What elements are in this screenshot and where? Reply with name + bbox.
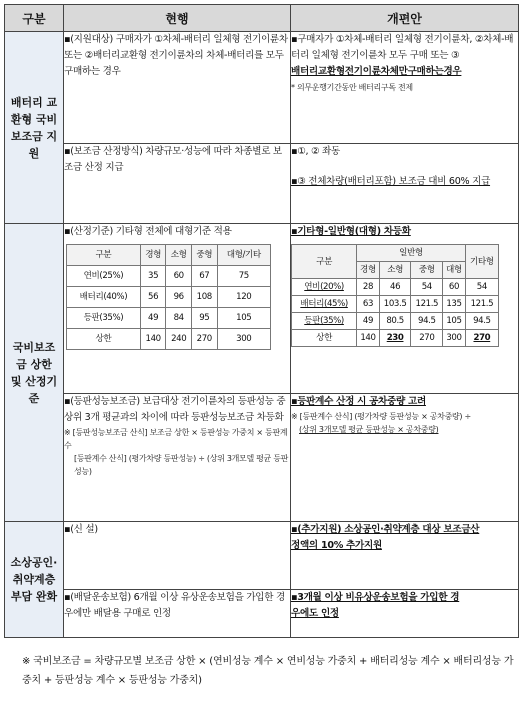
new-cell: 135	[443, 296, 466, 313]
cur-cell: 67	[191, 266, 217, 287]
new-cell: 63	[357, 296, 380, 313]
new-h-label: 구분	[292, 245, 357, 279]
cur-cell: 상한	[67, 329, 141, 350]
new-cell: 60	[443, 279, 466, 296]
new-row	[292, 330, 499, 347]
cur-cell: 120	[217, 287, 270, 308]
s1-new-method-b: ▪③ 전체차량(배터리포함) 보조금 대비 60% 지급	[291, 176, 491, 187]
cur-cell: 연비(25%)	[67, 266, 141, 287]
new-cell: 270	[411, 330, 443, 347]
new-cell: 103.5	[379, 296, 411, 313]
s1-new-target-note: * 의무운행기간동안 배터리구독 전제	[291, 83, 413, 92]
cur-h3: 중형	[191, 245, 217, 266]
new-subsidy-table	[291, 244, 499, 347]
s2-new-hill-note1: ※ [등판계수 산식] (평가차량 등판성능 × 공차중량) ÷	[291, 412, 471, 421]
header-new: 개편안	[291, 5, 519, 32]
s1-new-target-line2: ②차체-배터리 일체형 전기이륜차 모두 구매 또는 ③	[291, 34, 514, 61]
cur-cell: 105	[217, 308, 270, 329]
new-cell: 140	[357, 330, 380, 347]
s2-new-criteria-title: ▪기타형-일반형(대형) 차등화	[291, 226, 411, 237]
new-cell: 49	[357, 313, 380, 330]
s3-current-new: ▪(신 설)	[64, 522, 291, 590]
new-row	[292, 313, 499, 330]
new-sh2: 중형	[411, 262, 443, 279]
new-sh1: 소형	[379, 262, 411, 279]
new-cell: 연비(20%)	[292, 279, 357, 296]
s2-new-hill-title: ▪등판계수 산정 시 공차중량 고려	[291, 396, 426, 407]
new-cell: 46	[379, 279, 411, 296]
new-cell: 54	[411, 279, 443, 296]
cur-h2: 소형	[166, 245, 192, 266]
cur-cell: 35	[140, 266, 166, 287]
new-cell: 80.5	[379, 313, 411, 330]
cur-h0: 구분	[67, 245, 141, 266]
new-cell: 배터리(45%)	[292, 296, 357, 313]
section2-title: 국비보조금 상한 및 산정기준	[5, 224, 64, 522]
s1-new-target-line1: ▪구매자가 ①차체-배터리 일체형 전기이륜차,	[291, 34, 475, 45]
s2-current-criteria	[64, 224, 291, 394]
s1-new-target-line3: 배터리교환형전기이륜차체만구매하는경우	[291, 66, 462, 77]
s1-current-target: ▪(지원대상) 구매자가 ①차체-배터리 일체형 전기이륜차 또는 ②배터리교환형 전기이륜차의 차체-배터리를 모두 구매하는 경우	[64, 32, 291, 144]
section3-row2	[5, 590, 519, 638]
cur-row	[67, 266, 271, 287]
section1-row2	[5, 144, 519, 224]
cur-cell: 96	[166, 287, 192, 308]
new-cell: 94.5	[411, 313, 443, 330]
cur-cell: 84	[166, 308, 192, 329]
s2-current-hill-text: ▪(등판성능보조금) 보급대상 전기이륜차의 등판성능 중 상위 3개 평균과의 차이에 따라 등판성능보조금 차등화	[64, 396, 286, 423]
s2-current-criteria-title: ▪(산정기준) 기타형 전체에 대형기준 적용	[64, 226, 232, 237]
comparison-table	[4, 4, 519, 638]
cur-cell: 등판(35%)	[67, 308, 141, 329]
section1-row1	[5, 32, 519, 144]
new-row	[292, 296, 499, 313]
s3-new-insurance	[291, 590, 519, 638]
s1-new-target	[291, 32, 519, 144]
cur-cell: 95	[191, 308, 217, 329]
new-cell: 등판(35%)	[292, 313, 357, 330]
s3-new-insurance-line1: ▪3개월 이상 비유상운송보험을 가입한 경	[291, 592, 460, 603]
s3-new-extra	[291, 522, 519, 590]
new-sh3: 대형	[443, 262, 466, 279]
cur-row	[67, 308, 271, 329]
s2-current-hill-note2: [등판계수 산식] (평가차량 등판성능) ÷ (상위 3개모델 평균 등판성능)	[74, 454, 289, 476]
cur-cell: 240	[166, 329, 192, 350]
header-row	[5, 5, 519, 32]
footnote: ※ 국비보조금 = 차량규모별 보조금 상한 × (연비성능 계수 × 연비성능 가중치 + 배터리성능 계수 × 배터리성능 가중치 + 등판성능 계수 × 등판성능 가중치)	[22, 656, 514, 686]
s2-current-hill-note1: ※ [등판성능보조금 산식] 보조금 상한 × 등판성능 가중치 × 등판계수	[64, 428, 288, 450]
new-cell: 270	[465, 330, 498, 347]
s1-new-method-a: ▪①, ② 좌동	[291, 146, 340, 157]
new-h-group: 일반형	[357, 245, 466, 262]
s3-new-extra-line2: 정액의 10% 추가지원	[291, 540, 382, 551]
s2-current-hill	[64, 394, 291, 522]
cur-cell: 300	[217, 329, 270, 350]
cur-cell: 49	[140, 308, 166, 329]
new-cell: 28	[357, 279, 380, 296]
section2-row2	[5, 394, 519, 522]
new-cell: 121.5	[411, 296, 443, 313]
section1-title: 배터리 교환형 국비보조금 지원	[5, 32, 64, 224]
section3-title: 소상공인·취약계층 부담 완화	[5, 522, 64, 638]
header-category: 구분	[5, 5, 64, 32]
new-row	[292, 279, 499, 296]
header-current: 현행	[64, 5, 291, 32]
cur-cell: 270	[191, 329, 217, 350]
new-cell: 상한	[292, 330, 357, 347]
cur-row	[67, 287, 271, 308]
s3-current-insurance: ▪(배달운송보험) 6개월 이상 유상운송보험을 가입한 경우에만 배달용 구매로 인정	[64, 590, 291, 638]
cur-cell: 140	[140, 329, 166, 350]
s2-new-criteria	[291, 224, 519, 394]
cur-cell: 60	[166, 266, 192, 287]
new-cell: 105	[443, 313, 466, 330]
s3-new-extra-line1: ▪(추가지원) 소상공인·취약계층 대상 보조금산	[291, 524, 480, 535]
current-subsidy-table	[66, 244, 271, 350]
s1-new-method	[291, 144, 519, 224]
section3-row1	[5, 522, 519, 590]
cur-cell: 56	[140, 287, 166, 308]
new-sh0: 경형	[357, 262, 380, 279]
new-cell: 230	[379, 330, 411, 347]
s2-new-hill-note2: (상위 3개모델 평균 등판성능 × 공차중량)	[299, 425, 439, 434]
cur-row	[67, 329, 271, 350]
cur-cell: 108	[191, 287, 217, 308]
s2-new-hill	[291, 394, 519, 522]
cur-cell: 배터리(40%)	[67, 287, 141, 308]
cur-h1: 경형	[140, 245, 166, 266]
section2-row1	[5, 224, 519, 394]
s3-new-insurance-line2: 우에도 인정	[291, 608, 339, 619]
s1-current-method: ▪(보조금 산정방식) 차량규모·성능에 따라 차종별로 보조금 산정 지급	[64, 144, 291, 224]
new-cell: 54	[465, 279, 498, 296]
cur-h4: 대형/기타	[217, 245, 270, 266]
new-h-other: 기타형	[465, 245, 498, 279]
cur-cell: 75	[217, 266, 270, 287]
new-cell: 300	[443, 330, 466, 347]
new-cell: 121.5	[465, 296, 498, 313]
new-cell: 94.5	[465, 313, 498, 330]
